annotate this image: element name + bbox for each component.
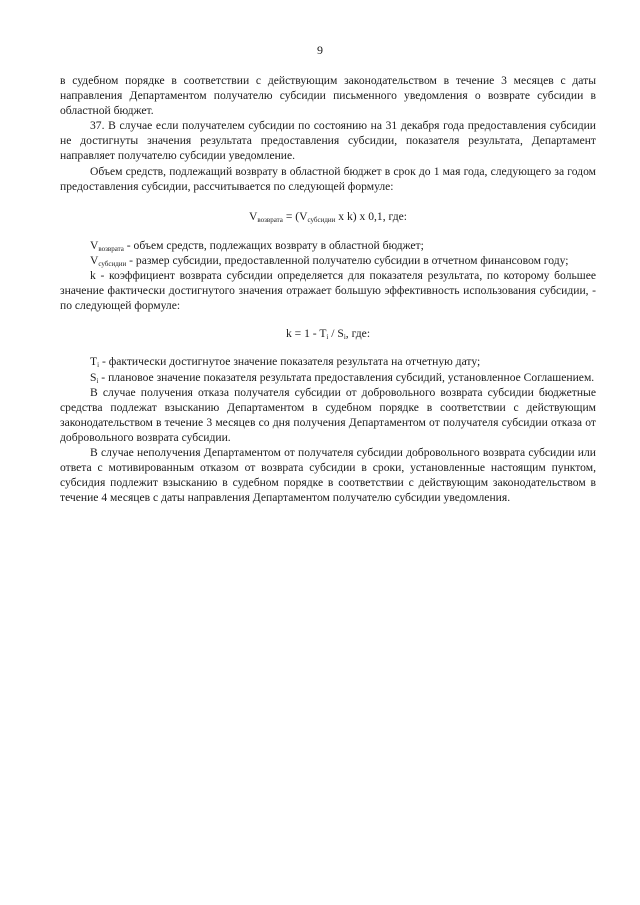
definition-si: $S_i$ - плановое значение показателя результата предоставления субсидий, установленное Соглашением. [90, 370, 595, 385]
coefficient-formula: $k = 1 - T_i / S_i$, где: [285, 327, 371, 342]
paragraph-refusal: В случае получения отказа получателя субсидии от добровольного возврата субсидии бюджетные средства подлежат взысканию Департаментом в судебном порядке в соответствии с действующим законодательством в течение 3 месяцев со дня получения Департаментом от получателя субсидии отказа от добровольного возврата субсидии. [60, 385, 596, 444]
page-number: 9 [317, 43, 323, 57]
definition-v-subsidy: $V_{субсидии}$ - размер субсидии, предоставленной получателю субсидии в отчетном финансовом году; [90, 253, 569, 268]
paragraph-37: 37. В случае если получателем субсидии по состоянию на 31 декабря года предоставления субсидии не достигнуты значения результата предоставления субсидии, показателя результата, Департамент направляет получателю субсидии уведомление. [60, 119, 596, 163]
paragraph-continuation: в судебном порядке в соответствии с действующим законодательством в течение 3 месяцев с даты направления Департаментом получателю субсидии письменного уведомления о возврате субсидии в областной бюджет. [60, 74, 596, 118]
definition-ti: $T_i$ - фактически достигнутое значение показателя результата на отчетную дату; [90, 355, 481, 370]
paragraph-non-receipt: В случае неполучения Департаментом от получателя субсидии добровольного возврата субсидии или ответа с мотивированным отказом от возврата субсидии в сроки, установленные настоящим пунктом, субсидия подлежит взысканию в судебном порядке в соответствии с действующим законодательством в течение 4 месяцев с даты направления Департаментом получателю субсидии уведомления. [60, 445, 596, 505]
definition-v-refund: $V_{возврата}$ - объем средств, подлежащих возврату в областной бюджет; [90, 238, 424, 253]
document-body [60, 73, 596, 505]
definition-k: k - коэффициент возврата субсидии определяется для показателя результата, по которому большее значение фактически достигнутого значения отражает большую эффективность использования субсидии, - по следующей формуле: [60, 269, 596, 313]
paragraph-refund-volume: Объем средств, подлежащий возврату в областной бюджет в срок до 1 мая года, следующего за годом предоставления субсидии, рассчитывается по следующей формуле: [60, 164, 596, 193]
refund-formula: $V_{возврата} = (V_{субсидии}$ x k) x 0,1, где: [249, 209, 407, 224]
